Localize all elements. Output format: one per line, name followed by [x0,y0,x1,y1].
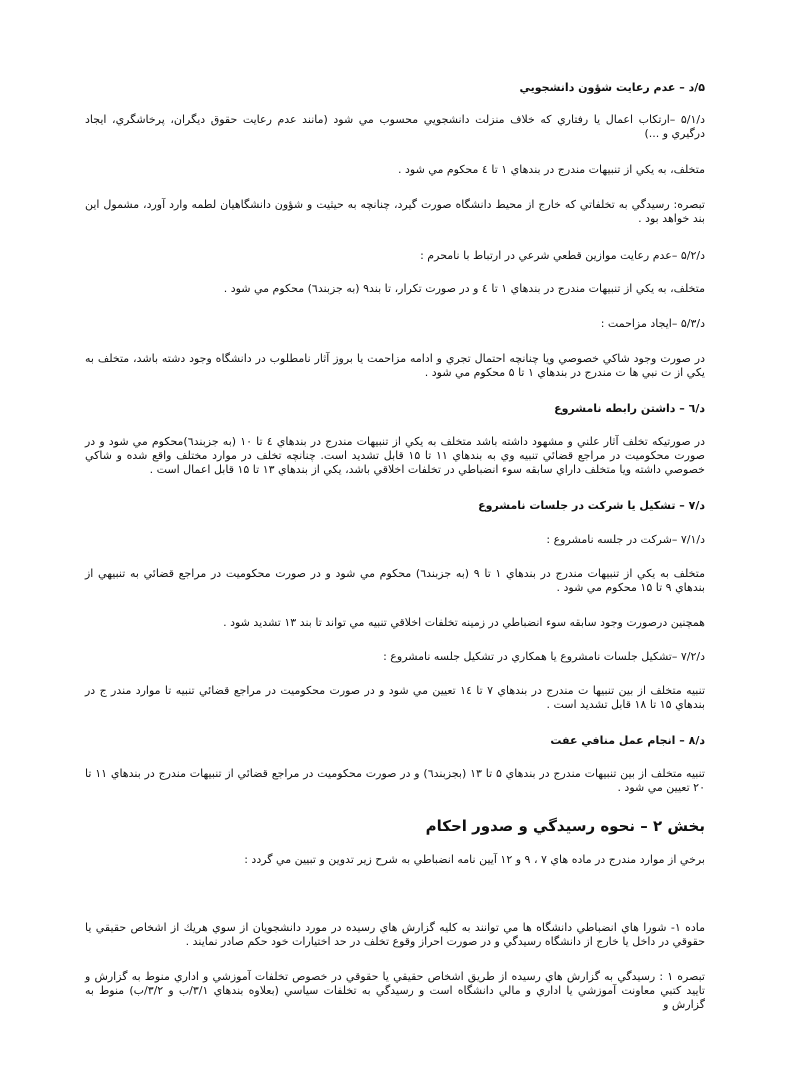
section-heading-8: د/۸ – انجام عمل منافي عفت [550,734,705,747]
section-heading-5-5: ۵/د – عدم رعايت شؤون دانشجويي [519,81,705,94]
part-2-heading: بخش ۲ – نحوه رسيدگي و صدور احكام [425,817,705,835]
clause-7-1-extension: همچنين درصورت وجود سابقه سوء انضباطي در زمينه تخلفات اخلاقي تنبيه مي تواند تا بند ۱۳ تشديد شود . [223,616,705,629]
section-8-paragraph: تنبيه متخلف از بين تنبيهات مندرج در بندهاي ۵ تا ۱۳ (بجزبند٦) و در صورت محكوميت در مراجع قضائي از تنبيهات مندرج در بندهاي ۱۱ تا ۲۰ تعيين مي شود . [85,767,705,794]
clause-7-1-penalty: متخلف به يكي از تنبيهات مندرج در بندهاي ۱ تا ۹ (به جزبند٦) محكوم مي شود و در صورت محكوميت در مراجع قضائي به تنبيهي از بندهاي ۹ تا ۱۵ محكوم مي شود . [85,567,705,594]
section-6-paragraph: در صورتيكه تخلف آثار علني و مشهود داشته باشد متخلف به يكي از تنبيهات مندرج در بندهاي ٤ تا ۱۰ (به جزبند٦)محكوم مي شود و در صورت محكوميت در مراجع قضائي تنبيه وي به بندهاي ۱۱ تا ۱۵ قابل تشديد است. چنانچه تخلف در موارد مختلف واقع شده و شاكي خصوصي داشته ويا متخلف داراي سابقه سوء انضباطي در تخلفات اخلاقي باشد، يكي از بندهاي ۱۳ تا ۱۵ قابل اعمال است . [85,435,706,476]
clause-5-5-1: د/۵/۱ –ارتكاب اعمال يا رفتاري كه خلاف منزلت دانشجويي محسوب مي شود (مانند عدم رعايت حقوق ديگران، پرخاشگري، ايجاد درگيري و ...) [85,113,705,140]
section-heading-6: د/٦ – داشتن رابطه نامشروع [554,402,705,415]
article-1-paragraph: ماده ۱- شورا هاي انضباطي دانشگاه ها مي توانند به كليه گزارش هاي رسيده در مورد دانشجويان از سوي هريك از اشخاص حقيقي يا حقوقي در داخل يا خارج از دانشگاه رسيدگي و در صورت احراز وقوع تخلف در حد اختيارات خود حكم صادر نمايند . [85,921,705,948]
clause-7-2: د/۷/۲ –تشكيل جلسات نامشروع يا همكاري در تشكيل جلسه نامشروع : [383,650,705,663]
clause-5-5-1-penalty: متخلف، به يكي از تنبيهات مندرج در بندهاي ۱ تا ٤ محكوم مي شود . [398,163,705,176]
clause-5-5-2-penalty: متخلف، به يكي از تنبيهات مندرج در بندهاي ۱ تا ٤ و در صورت تكرار، تا بند۹ (به جزبند٦) محكوم مي شود . [223,282,705,295]
clause-7-2-penalty: تنبيه متخلف از بين تنبيها ت مندرج در بندهاي ۷ تا ۱٤ تعيين مي شود و در صورت محكوميت در مراجع قضائي تنبيه تا موارد مندر ج در بندهاي ۱۵ تا ۱۸ قابل تشديد است . [85,684,706,711]
note-paragraph: تبصره: رسيدگي به تخلفاتي كه خارج از محيط دانشگاه صورت گيرد، چنانچه به حيثيت و شؤون دانشگاهيان لطمه وارد آورد، مشمول اين بند خواهد بود . [85,198,705,225]
clause-5-5-2: د/۵/۲ –عدم رعايت موازين قطعي شرعي در ارتباط با نامحرم : [420,249,705,262]
article-1-note-1: تبصره ۱ : رسيدگي به گزارش هاي رسيده از طريق اشخاص حقيقي يا حقوقي در خصوص تخلفات آموزشي و اداري منوط به گزارش و تاييد كتبي معاونت آموزشي يا اداري و مالي دانشگاه است و رسيدگي به تخلفات سياسي (بعلاوه بندهاي ۳/۱/ب و ۳/۲/ب) منوط به گزارش و [85,970,705,1011]
clause-7-1: د/۷/۱ –شركت در جلسه نامشروع : [546,533,705,546]
clause-5-5-3-penalty: در صورت وجود شاكي خصوصي ويا چنانچه احتمال تجري و ادامه مزاحمت يا بروز آثار نامطلوب در دانشگاه وجود دشته باشد، متخلف به يكي از ت نبي ها ت مندرج در بندهاي ۱ تا ۵ محكوم مي شود . [85,352,705,379]
part-2-intro: برخي از موارد مندرج در ماده هاي ۷ ، ۹ و ۱۲ آيين نامه انضباطي به شرح زير تدوين و تبيين مي گردد : [244,853,705,866]
section-heading-7: د/۷ – تشكيل يا شركت در جلسات نامشروع [478,499,705,512]
clause-5-5-3: د/۵/۳ –ايجاد مزاحمت : [600,317,705,330]
